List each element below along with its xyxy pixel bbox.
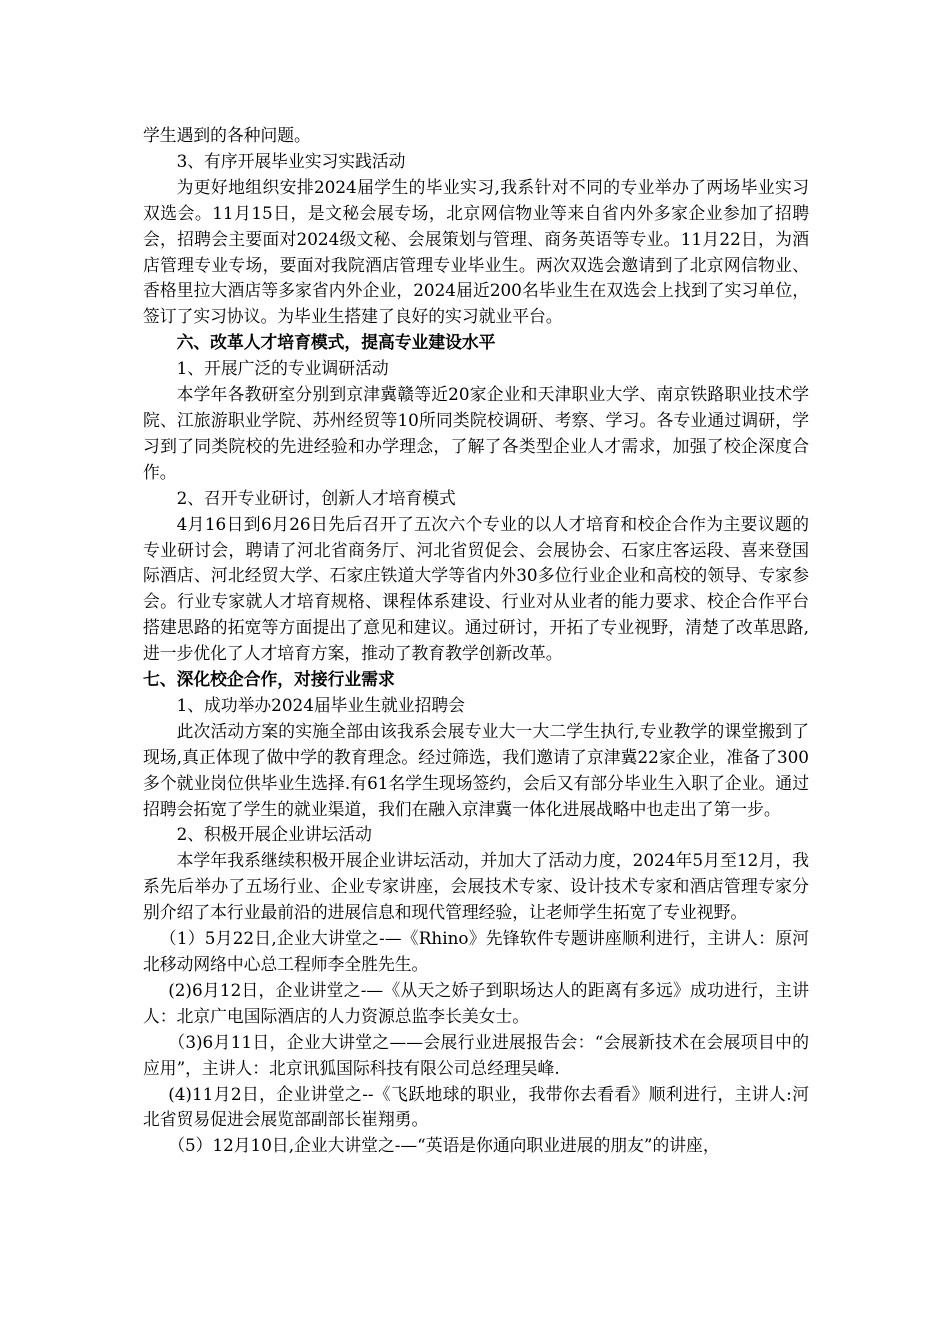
subheading: 1、开展广泛的专业调研活动 — [176, 358, 389, 379]
lecture-item: （3)6月11日，企业大讲堂之——会展行业进展报告会：“会展新技术在会展项目中的应用”，主讲人：北京讯狐国际科技有限公司总经理吴峰. — [143, 1031, 809, 1078]
subheading: 2、召开专业研讨，创新人才培育模式 — [176, 487, 456, 508]
subheading: 1、成功举办2024届毕业生就业招聘会 — [176, 694, 465, 715]
paragraph: 学生遇到的各种问题。 — [143, 125, 311, 145]
paragraph: 4月16日到6月26日先后召开了五次六个专业的以人才培育和校企合作为主要议题的专业研讨会，聘请了河北省商务厅、河北省贸促会、会展协会、石家庄客运段、喜来登国际酒店、河北经贸大学、石家庄铁道大学等省内外30多位行业企业和高校的领导、专家参会。行业专家就人才培育规格、课程体系建设、行业对从业者的能力要求、校企合作平台搭建思路的拓宽等方面提出了意见和建议。通过研讨，开拓了专业视野，清楚了改革思路,进一步优化了人才培育方案，推动了教育教学创新改革。 — [143, 513, 809, 664]
subheading: 2、积极开展企业讲坛活动 — [176, 824, 372, 845]
lecture-item: (2)6月12日，企业讲堂之-—《从天之娇子到职场达人的距离有多远》成功进行，主讲人：北京广电国际酒店的人力资源总监李长美女士。 — [143, 979, 809, 1026]
document-body — [143, 123, 809, 1159]
paragraph: 本学年各教研室分别到京津冀赣等近20家企业和天津职业大学、南京铁路职业技术学院、江旅游职业学院、苏州经贸等10所同类院校调研、考察、学习。各专业通过调研，学习到了同类院校的先进经验和办学理念，了解了各类型企业人才需求，加强了校企深度合作。 — [143, 384, 809, 482]
lecture-item: （1）5月22日,企业大讲堂之-—《Rhino》先锋软件专题讲座顺利进行，主讲人：原河北移动网络中心总工程师李全胜先生。 — [143, 928, 809, 974]
lecture-item: （5）12月10日,企业大讲堂之-—“英语是你通向职业进展的朋友”的讲座， — [168, 1135, 720, 1156]
paragraph: 本学年我系继续积极开展企业讲坛活动，并加大了活动力度，2024年5月至12月，我系先后举办了五场行业、企业专家讲座，会展技术专家、设计技术专家和酒店管理专家分别介绍了本行业最前沿的进展信息和现代管理经验，让老师学生拓宽了专业视野。 — [143, 850, 809, 923]
paragraph: 为更好地组织安排2024届学生的毕业实习,我系针对不同的专业举办了两场毕业实习双选会。11月15日，是文秘会展专场，北京网信物业等来自省内外多家企业参加了招聘会，招聘会主要面对2024级文秘、会展策划与管理、商务英语等专业。11月22日，为酒店管理专业专场，要面对我院酒店管理专业毕业生。两次双选会邀请到了北京网信物业、香格里拉大酒店等多家省内外企业，2024届近200名毕业生在双选会上找到了实习单位，签订了实习协议。为毕业生搭建了良好的实习就业平台。 — [143, 176, 809, 327]
paragraph: 此次活动方案的实施全部由该我系会展专业大一大二学生执行,专业教学的课堂搬到了现场,真正体现了做中学的教育理念。经过筛选，我们邀请了京津冀22家企业，准备了300多个就业岗位供毕业生选择.有61名学生现场签约，会后又有部分毕业生入职了企业。通过招聘会拓宽了学生的就业渠道，我们在融入京津冀一体化进展战略中也走出了第一步。 — [143, 720, 809, 819]
section-heading: 六、改革人才培育模式，提高专业建设水平 — [176, 332, 496, 353]
subheading: 3、有序开展毕业实习实践活动 — [176, 150, 406, 171]
section-heading: 七、深化校企合作，对接行业需求 — [143, 669, 395, 690]
lecture-item: (4)11月2日，企业讲堂之--《飞跃地球的职业，我带你去看看》顺利进行，主讲人:河北省贸易促进会展览部副部长崔翔勇。 — [143, 1083, 809, 1130]
